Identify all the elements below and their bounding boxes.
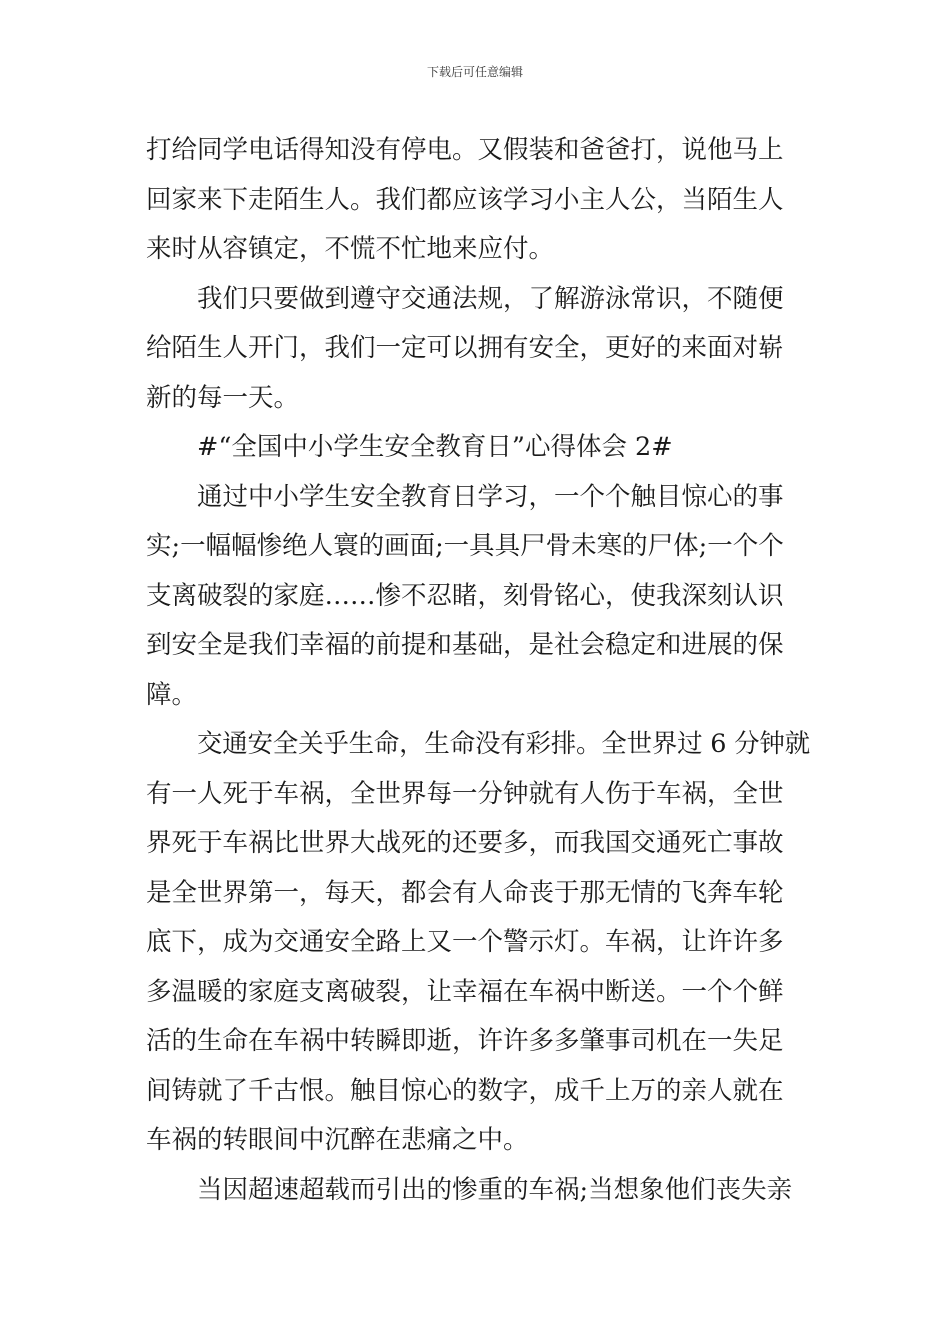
- paragraph: [146, 423, 810, 473]
- paragraph-line: #“全国中小学生安全教育日”心得体会 2#: [197, 432, 673, 462]
- page-header-note: 下载后可任意编辑: [426, 65, 523, 79]
- paragraph-line: 来时从容镇定，不慌不忙地来应付。: [146, 234, 555, 264]
- paragraph: [146, 473, 810, 721]
- paragraph-line: 界死于车祸比世界大战死的还要多，而我国交通死亡事故: [146, 828, 784, 858]
- paragraph-line: 障。: [146, 679, 198, 710]
- paragraph-line: 车祸的转眼间中沉醉在悲痛之中。: [146, 1125, 529, 1155]
- document-body: [146, 126, 810, 1215]
- paragraph-line: 通过中小学生安全教育日学习，一个个触目惊心的事: [197, 481, 784, 512]
- paragraph-line: 活的生命在车祸中转瞬即逝，许许多多肇事司机在一失足: [146, 1026, 784, 1056]
- paragraph: [146, 1166, 810, 1216]
- paragraph-line: 我们只要做到遵守交通法规，了解游泳常识，不随便: [197, 283, 784, 314]
- paragraph-line: 多温暖的家庭支离破裂，让幸福在车祸中断送。一个个鲜: [146, 976, 784, 1007]
- paragraph-line: 交通安全关乎生命，生命没有彩排。全世界过 6 分钟就: [197, 729, 810, 759]
- paragraph-line: 底下，成为交通安全路上又一个警示灯。车祸，让许许多: [146, 927, 784, 957]
- paragraph: [146, 126, 810, 275]
- paragraph: [146, 720, 810, 1166]
- paragraph-line: 实;一幅幅惨绝人寰的画面;一具具尸骨未寒的尸体;一个个: [146, 531, 784, 561]
- paragraph-line: 当因超速超载而引出的惨重的车祸;当想象他们丧失亲: [197, 1174, 793, 1205]
- paragraph-line: 回家来下走陌生人。我们都应该学习小主人公，当陌生人: [146, 184, 784, 215]
- paragraph-line: 有一人死于车祸，全世界每一分钟就有人伤于车祸，全世: [146, 778, 784, 809]
- paragraph: [146, 275, 810, 424]
- paragraph-line: 是全世界第一，每天，都会有人命丧于那无情的飞奔车轮: [146, 877, 784, 908]
- paragraph-line: 新的每一天。: [146, 382, 300, 413]
- paragraph-line: 支离破裂的家庭……惨不忍睹，刻骨铭心，使我深刻认识: [146, 580, 784, 611]
- paragraph-line: 间铸就了千古恨。触目惊心的数字，成千上万的亲人就在: [146, 1075, 784, 1106]
- paragraph-line: 打给同学电话得知没有停电。又假装和爸爸打，说他马上: [146, 135, 784, 165]
- paragraph-line: 给陌生人开门，我们一定可以拥有安全，更好的来面对崭: [146, 333, 784, 363]
- paragraph-line: 到安全是我们幸福的前提和基础，是社会稳定和进展的保: [146, 630, 784, 660]
